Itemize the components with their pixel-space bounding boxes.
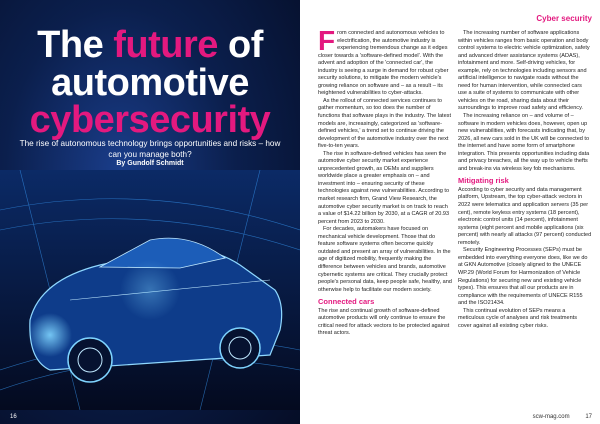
subheading-connected-cars: Connected cars: [318, 297, 375, 307]
drop-cap: F: [318, 25, 336, 56]
paragraph: The rise in software-defined vehicles has seen the automotive cyber security market experience unprecedented growth, as OEMs and suppliers worldwide place a greater emphasis on – and investment into – ensuring security of these technologies against new vulnerabilities. According to market research firm, Grand View Research, the automotive cyber security market is on track to reach a value of $14.22 billion by 2030, at a CAGR of 20.93 percent from 2023 to 2030.: [318, 150, 450, 225]
article-column-2: [458, 30, 592, 330]
standfirst: The rise of autonomous technology brings opportunities and risks – how can you manage both?: [19, 139, 281, 159]
paragraph: Security Engineering Processes (SEPs) must be embedded into everything everyone does, like we do at GKN Automotive (closely aligned to the UNECE WP.29 (World Forum for Harmonization of Vehicle Regulations) for securing new and existing vehicle types). This ensures that all our products are in compliance with the requirements of UNECE R155 and the ISO21434.: [458, 247, 588, 307]
paragraph: According to cyber security and data management platform, Upstream, the top cyber-attack vectors in 2022 were telematics and application servers (35 per cent), remote keyless entry systems (18 percent), electronic control units (14 percent), infotainment systems (eight percent and mobile applications (six percent) with nearly all attacks (97 percent) conducted remotely.: [458, 186, 592, 246]
article-column-1: [318, 25, 452, 338]
car-illustration: [0, 170, 300, 410]
subheading-mitigating-risk: Mitigating risk: [458, 176, 509, 186]
paragraph: The increasing number of software applications within vehicles ranges from basic operation and body control systems to electric vehicle optimization, safety and advanced driver assistance systems (ADAS), infotainment and more. Self-driving vehicles, for example, rely on technologies including sensors and artificial intelligence to navigate roads without the need for human intervention, while connected cars use a suite of systems to communicate with other vehicles on the road, sharing data about their surroundings to improve road safety and efficiency.: [458, 30, 590, 112]
paragraph: The rise and continual growth of software-defined automotive products will only continue to ensure the critical need for attack vectors to be protected against threat actors.: [318, 307, 450, 337]
right-footer: [533, 414, 592, 420]
paragraph: This continual evolution of SEPs means a meticulous cycle of analyses and risk treatments cover against all existing cyber risks.: [458, 307, 578, 329]
section-tag: Cyber security: [536, 14, 592, 23]
right-page-number: 17: [585, 414, 592, 420]
magazine-url: scw-mag.com: [532, 414, 570, 420]
byline: By Gundolf Schmidt: [116, 160, 184, 167]
paragraph: The increasing reliance on – and volume of – software in modern vehicles does, however, open up new vulnerabilities, with forecasts indicating that, by 2026, all new cars sold in the UK will be connected to the internet and have some form of smartphone integration. This presents opportunities including data and privacy breaches, all the way up to vehicle thefts and break-ins via wireless key fob mechanisms.: [458, 113, 590, 172]
paragraph: As the rollout of connected services continues to gather momentum, so too does the number of functions that software plays in the industry. The latest models are, increasingly, categorized as 'software-defined vehicles,' a trend set to continue driving the development of the automotive industry over the next five-to-ten years.: [318, 97, 451, 150]
title-line-2: automotive: [51, 62, 249, 104]
title-line-1: The future of: [37, 24, 263, 66]
paragraph: For decades, automakers have focused on mechanical vehicle development. Those that do feature software systems often become quickly outdated and present an array of vulnerabilities. In the age of digitized mobility, frequently making the difference between vehicles and brands, automotive cybernetic systems are critical. They crucially protect people's personal data, keep people safe, healthy, and otherwise help to facilitate our modern society.: [318, 226, 452, 293]
left-page-number: 16: [10, 414, 17, 420]
paragraph: rom connected and autonomous vehicles to electrification, the automotive industry is experiencing tremendous change as it edges closer towards a 'software-defined model'. With the advent and adoption of the 'connected car', the industry is seeing a surge in demand for robust cyber security solutions, to mitigate the modern vehicle's growing reliance on software and – as a result – its heightened vulnerabilities to cyber-attacks.: [318, 30, 449, 97]
title-line-3: cybersecurity: [29, 99, 271, 141]
